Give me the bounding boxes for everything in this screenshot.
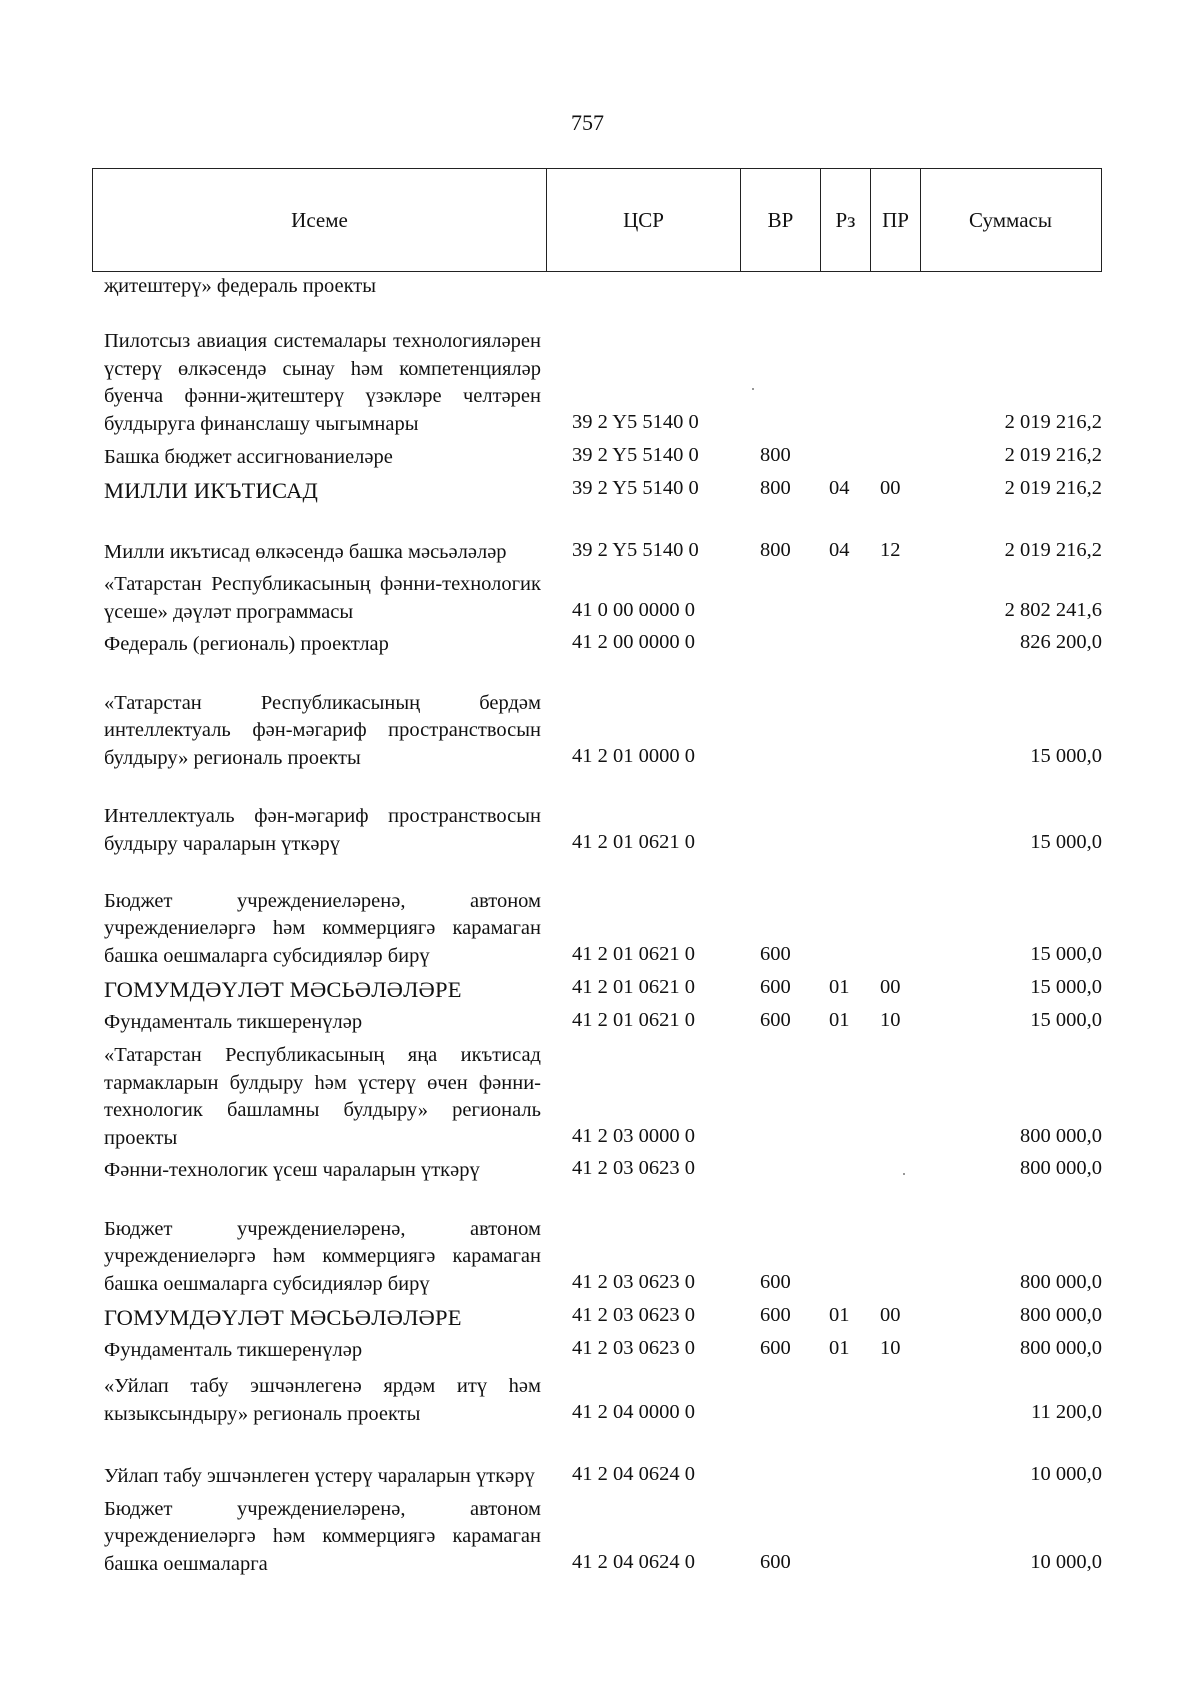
row-pr: 12 bbox=[880, 538, 901, 561]
row-sum: 2 019 216,2 bbox=[1004, 443, 1102, 466]
header-rz: Рз bbox=[821, 169, 871, 271]
row-sum: 15 000,0 bbox=[1030, 1008, 1102, 1031]
row-csr: 39 2 Y5 5140 0 bbox=[572, 443, 699, 466]
row-sum: 2 019 216,2 bbox=[1004, 476, 1102, 499]
header-vr: ВР bbox=[741, 169, 821, 271]
row-name: Фундаменталь тикшеренүләр bbox=[104, 1010, 363, 1033]
row-sum: 826 200,0 bbox=[1020, 630, 1102, 653]
table-row bbox=[0, 305, 1200, 438]
row-sum: 10 000,0 bbox=[1030, 1462, 1102, 1485]
row-sum: 800 000,0 bbox=[1020, 1270, 1102, 1293]
row-sum: 15 000,0 bbox=[1030, 744, 1102, 767]
scan-speck bbox=[752, 388, 754, 390]
row-name: ГОМУМДӘҮЛӘТ МӘСЬӘЛӘЛӘРЕ bbox=[104, 976, 462, 1002]
row-sum: 10 000,0 bbox=[1030, 1550, 1102, 1573]
table-row bbox=[0, 438, 1200, 471]
row-vr: 600 bbox=[760, 1550, 791, 1573]
scan-speck bbox=[903, 1173, 905, 1175]
row-csr: 41 2 03 0623 0 bbox=[572, 1156, 695, 1179]
row-vr: 600 bbox=[760, 1303, 791, 1326]
row-csr: 41 2 01 0621 0 bbox=[572, 830, 695, 853]
row-vr: 600 bbox=[760, 1336, 791, 1359]
table-row bbox=[0, 772, 1200, 858]
row-vr: 600 bbox=[760, 975, 791, 998]
row-csr: 41 2 04 0624 0 bbox=[572, 1550, 695, 1573]
row-csr: 41 2 01 0621 0 bbox=[572, 975, 695, 998]
table-row bbox=[0, 1331, 1200, 1364]
table-row bbox=[0, 471, 1200, 504]
row-name: Интеллектуаль фән-мәгариф пространствосын булдыру чараларын үткәрү bbox=[104, 805, 541, 855]
row-name: Милли икътисад өлкәсендә башка мәсьәләләр bbox=[104, 540, 507, 563]
row-vr: 800 bbox=[760, 443, 791, 466]
row-csr: 39 2 Y5 5140 0 bbox=[572, 476, 699, 499]
page-number: 757 bbox=[571, 110, 604, 135]
row-csr: 41 2 04 0000 0 bbox=[572, 1400, 695, 1423]
row-pr: 10 bbox=[880, 1008, 901, 1031]
row-name: Башка бюджет ассигнованиеләре bbox=[104, 445, 393, 468]
row-vr: 800 bbox=[760, 538, 791, 561]
row-vr: 600 bbox=[760, 942, 791, 965]
row-csr: 39 2 Y5 5140 0 bbox=[572, 538, 699, 561]
table-header bbox=[92, 168, 1102, 272]
row-csr: 41 2 03 0623 0 bbox=[572, 1303, 695, 1326]
table-row bbox=[0, 272, 1200, 300]
table-row bbox=[0, 970, 1200, 1003]
table-row bbox=[0, 660, 1200, 772]
header-pr: ПР bbox=[871, 169, 921, 271]
row-sum: 800 000,0 bbox=[1020, 1336, 1102, 1359]
header-sum: Суммасы bbox=[969, 207, 1052, 232]
row-csr: 41 2 03 0623 0 bbox=[572, 1336, 695, 1359]
table-row bbox=[0, 1430, 1200, 1490]
row-name: Бюджет учреждениеләренә, автоном учреждениеләргә һәм коммерциягә карамаган башка оешмаларга субсидияләр бирү bbox=[104, 889, 541, 967]
row-csr: 41 2 00 0000 0 bbox=[572, 630, 695, 653]
table-row bbox=[0, 626, 1200, 658]
row-sum: 2 802 241,6 bbox=[1004, 598, 1102, 621]
row-name: «Татарстан Республикасының фәнни-технологик үсеше» дәүләт программасы bbox=[104, 573, 541, 623]
row-rz: 01 bbox=[829, 1336, 850, 1359]
row-name: Пилотсыз авиация системалары технологияләрен үстерү өлкәсендә сынау һәм компетенцияләр буенча фәнни-җитештерү үзәкләре челтәрен булдыруга финанслашу чыгымнары bbox=[104, 330, 541, 435]
table-row bbox=[0, 507, 1200, 566]
row-csr: 41 0 00 0000 0 bbox=[572, 598, 695, 621]
row-sum: 15 000,0 bbox=[1030, 942, 1102, 965]
row-sum: 800 000,0 bbox=[1020, 1156, 1102, 1179]
table-row bbox=[0, 1492, 1200, 1578]
row-name: Уйлап табу эшчәнлеген үстерү чараларын үткәрү bbox=[104, 1464, 535, 1487]
row-name: Фундаменталь тикшеренүләр bbox=[104, 1338, 363, 1361]
table-row bbox=[0, 1038, 1200, 1152]
row-sum: 15 000,0 bbox=[1030, 830, 1102, 853]
row-pr: 10 bbox=[880, 1336, 901, 1359]
row-csr: 41 2 03 0623 0 bbox=[572, 1270, 695, 1293]
row-sum: 15 000,0 bbox=[1030, 975, 1102, 998]
row-name: «Татарстан Республикасының яңа икътисад тармакларын булдыру һәм үстерү өчен фәнни-технологик башламны булдыру» региональ проекты bbox=[104, 1044, 541, 1149]
row-name: «Татарстан Республикасының бердәм интеллектуаль фән-мәгариф пространствосын булдыру» региональ проекты bbox=[104, 691, 541, 769]
row-name: МИЛЛИ ИКЪТИСАД bbox=[104, 477, 319, 503]
row-csr: 41 2 01 0621 0 bbox=[572, 942, 695, 965]
row-pr: 00 bbox=[880, 975, 901, 998]
row-sum: 11 200,0 bbox=[1031, 1400, 1102, 1423]
row-name: «Уйлап табу эшчәнлегенә ярдәм итү һәм кызыксындыру» региональ проекты bbox=[104, 1375, 541, 1425]
row-csr: 41 2 01 0000 0 bbox=[572, 744, 695, 767]
row-csr: 39 2 Y5 5140 0 bbox=[572, 410, 699, 433]
row-name: Бюджет учреждениеләренә, автоном учреждениеләргә һәм коммерциягә карамаган башка оешмаларга субсидияләр бирү bbox=[104, 1217, 541, 1295]
row-rz: 01 bbox=[829, 975, 850, 998]
row-rz: 01 bbox=[829, 1008, 850, 1031]
row-csr: 41 2 01 0621 0 bbox=[572, 1008, 695, 1031]
row-rz: 04 bbox=[829, 538, 850, 561]
header-name: Исеме bbox=[93, 169, 547, 271]
table-row bbox=[0, 566, 1200, 626]
table-row bbox=[0, 1152, 1200, 1184]
row-rz: 04 bbox=[829, 476, 850, 499]
table-row bbox=[0, 1003, 1200, 1036]
row-name: Федераль (региональ) проектлар bbox=[104, 632, 389, 655]
row-rz: 01 bbox=[829, 1303, 850, 1326]
row-pr: 00 bbox=[880, 1303, 901, 1326]
row-csr: 41 2 03 0000 0 bbox=[572, 1124, 695, 1147]
row-vr: 800 bbox=[760, 476, 791, 499]
row-sum: 800 000,0 bbox=[1020, 1124, 1102, 1147]
row-name: Фәнни-технологик үсеш чараларын үткәрү bbox=[104, 1158, 480, 1181]
row-vr: 600 bbox=[760, 1008, 791, 1031]
row-sum: 800 000,0 bbox=[1020, 1303, 1102, 1326]
row-name: Бюджет учреждениеләренә, автоном учреждениеләргә һәм коммерциягә карамаган башка оешмаларга bbox=[104, 1497, 541, 1575]
row-pr: 00 bbox=[880, 476, 901, 499]
row-vr: 600 bbox=[760, 1270, 791, 1293]
table-row bbox=[0, 1186, 1200, 1298]
row-sum: 2 019 216,2 bbox=[1004, 410, 1102, 433]
table-row bbox=[0, 1298, 1200, 1331]
row-name: ГОМУМДӘҮЛӘТ МӘСЬӘЛӘЛӘРЕ bbox=[104, 1304, 462, 1330]
table-row bbox=[0, 858, 1200, 970]
header-csr: ЦСР bbox=[547, 169, 741, 271]
row-sum: 2 019 216,2 bbox=[1004, 538, 1102, 561]
table-row bbox=[0, 1368, 1200, 1428]
row-csr: 41 2 04 0624 0 bbox=[572, 1462, 695, 1485]
row-name: җитештерү» федераль проекты bbox=[104, 274, 377, 297]
